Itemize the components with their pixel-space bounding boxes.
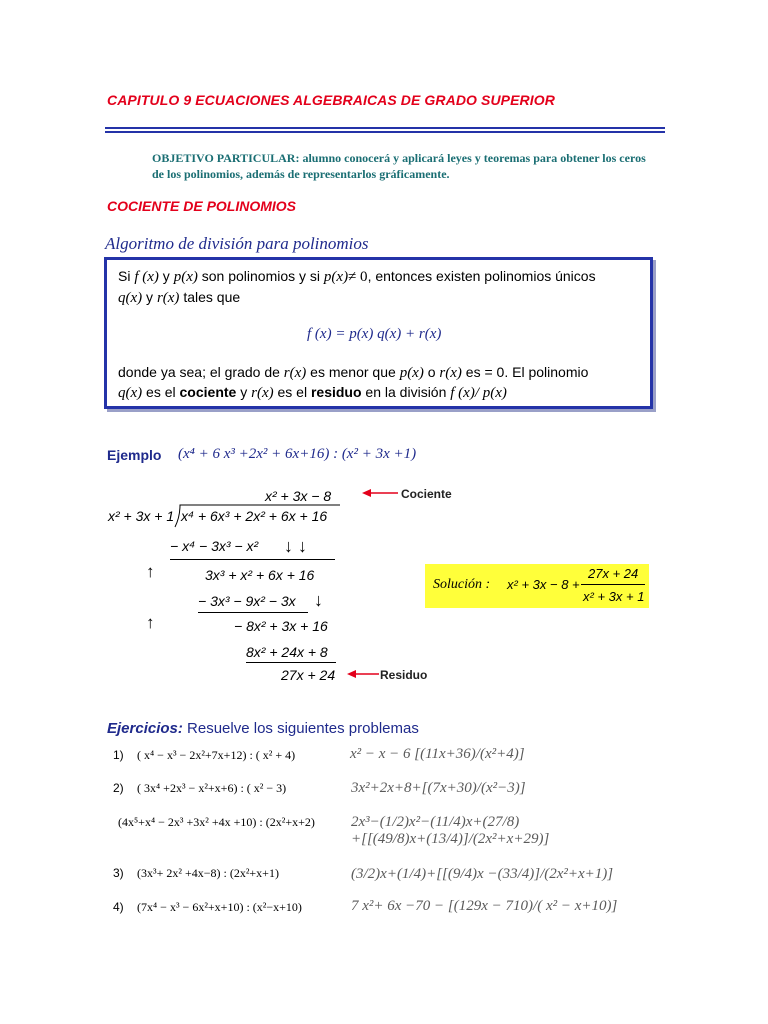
math-fx: f (x) [134, 269, 159, 285]
text: y [158, 268, 174, 284]
section-subtitle: Algoritmo de división para polinomios [105, 234, 369, 253]
exercise-answer: 3x²+2x+8+[(7x+30)/(x²−3)] [351, 780, 526, 796]
text: o [423, 364, 440, 380]
definition-line-4 [118, 384, 507, 402]
arrow-left-icon [360, 486, 400, 500]
step-partial-1: 3x³ + x² + 6x + 16 [205, 567, 315, 583]
solution-box [425, 564, 649, 608]
text: donde ya sea; el grado de [118, 364, 284, 380]
text: y [236, 384, 252, 400]
definition-box [104, 257, 653, 409]
down-arrow-icon: ↓ [314, 590, 323, 610]
math-qx: q(x) [118, 385, 143, 401]
divider-line [105, 127, 665, 129]
exercise-problem: (4x⁵+x⁴ − 2x³ +3x² +4x +10) : (2x²+x+2) [118, 815, 315, 829]
exercise-answer: x² − x − 6 [(11x+36)/(x²+4)] [350, 746, 525, 762]
math-division: f (x)/ p(x) [450, 385, 507, 401]
step-subtract-1: − x⁴ − 3x³ − x² [170, 538, 259, 554]
exercise-number: 1) [113, 748, 124, 762]
text: , entonces existen polinomios únicos [367, 268, 596, 284]
objective-text: OBJETIVO PARTICULAR: alumno conocerá y aplicará leyes y teoremas para obtener los ceros de los polinomios, además de representarlos gráficamente. [152, 151, 646, 181]
chapter-title: CAPITULO 9 ECUACIONES ALGEBRAICAS DE GRADO SUPERIOR [107, 92, 555, 108]
division-line [198, 612, 308, 613]
section-title: COCIENTE DE POLINOMIOS [107, 198, 297, 214]
solution-quotient: x² + 3x − 8 + [507, 577, 580, 592]
math-px: p(x) [399, 365, 424, 381]
cociente-label: Cociente [401, 487, 452, 501]
text: son polinomios y si [197, 268, 324, 284]
text: es el [142, 384, 180, 400]
text: tales que [179, 289, 241, 305]
up-arrow-icon: ↑ [146, 613, 155, 632]
division-line [170, 559, 335, 560]
exercises-label: Ejercicios: [107, 720, 183, 737]
definition-line-3 [118, 364, 588, 382]
exercise-number: 2) [113, 781, 124, 795]
math-rx: r(x) [156, 290, 180, 306]
exercise-number: 4) [113, 900, 124, 914]
dividend: x⁴ + 6x³ + 2x² + 6x + 16 [181, 508, 328, 524]
text: Si [118, 268, 135, 284]
exercise-answer-continued: +[[(49/8)x+(13/4)]/(2x²+x+29)] [351, 831, 550, 847]
math-px: p(x) [173, 269, 198, 285]
divisor: x² + 3x + 1 [108, 508, 175, 524]
step-partial-2: − 8x² + 3x + 16 [234, 618, 328, 634]
math-px: p(x) [323, 269, 349, 285]
term-cociente: cociente [179, 384, 237, 400]
down-arrows: ↓ ↓ [284, 536, 308, 556]
example-expression: (x⁴ + 6 x³ +2x² + 6x+16) : (x² + 3x +1) [178, 446, 417, 462]
math-rx: r(x) [439, 365, 462, 381]
solution-denominator: x² + 3x + 1 [583, 589, 645, 604]
definition-line-1 [118, 268, 596, 286]
exercise-answer: 7 x²+ 6x −70 − [(129x − 710)/( x² − x+10)] [351, 898, 618, 914]
text: es menor que [306, 364, 400, 380]
step-subtract-2: − 3x³ − 9x² − 3x [198, 593, 296, 609]
text: es = 0. El polinomio [461, 364, 589, 380]
definition-line-2 [118, 289, 240, 307]
definition-formula: f (x) = p(x) q(x) + r(x) [307, 326, 442, 342]
exercise-number: 3) [113, 866, 124, 880]
solution-numerator: 27x + 24 [588, 566, 639, 581]
text: y [142, 289, 157, 305]
example-label: Ejemplo [107, 447, 162, 463]
text: en la división [361, 384, 451, 400]
exercise-problem: ( x⁴ − x³ − 2x²+7x+12) : ( x² + 4) [137, 748, 296, 762]
arrow-left-icon [345, 667, 381, 681]
fraction-bar [581, 584, 645, 585]
up-arrow-icon: ↑ [146, 562, 155, 581]
exercise-problem: (7x⁴ − x³ − 6x²+x+10) : (x²−x+10) [137, 900, 302, 914]
divider-line [105, 131, 665, 133]
text: es el [273, 384, 311, 400]
exercises-instruction: Resuelve los siguientes problemas [182, 720, 419, 737]
exercises-heading [107, 720, 419, 737]
exercise-answer: (3/2)x+(1/4)+[[(9/4)x −(33/4)]/(2x²+x+1)] [351, 866, 614, 882]
residuo-label: Residuo [380, 668, 428, 682]
exercise-problem: ( 3x⁴ +2x³ − x²+x+6) : ( x² − 3) [137, 781, 287, 795]
remainder: 27x + 24 [281, 667, 336, 683]
step-subtract-3: 8x² + 24x + 8 [246, 644, 328, 660]
math-neq: ≠ 0 [348, 269, 368, 285]
solution-label: Solución : [433, 577, 491, 592]
exercise-answer: 2x³−(1/2)x²−(11/4)x+(27/8) [351, 814, 520, 830]
division-line [246, 662, 336, 663]
math-rx: r(x) [251, 385, 274, 401]
math-qx: q(x) [118, 290, 143, 306]
quotient: x² + 3x − 8 [265, 488, 332, 504]
math-rx: r(x) [283, 365, 307, 381]
term-residuo: residuo [310, 384, 362, 400]
exercise-problem: (3x³+ 2x² +4x−8) : (2x²+x+1) [137, 866, 279, 880]
